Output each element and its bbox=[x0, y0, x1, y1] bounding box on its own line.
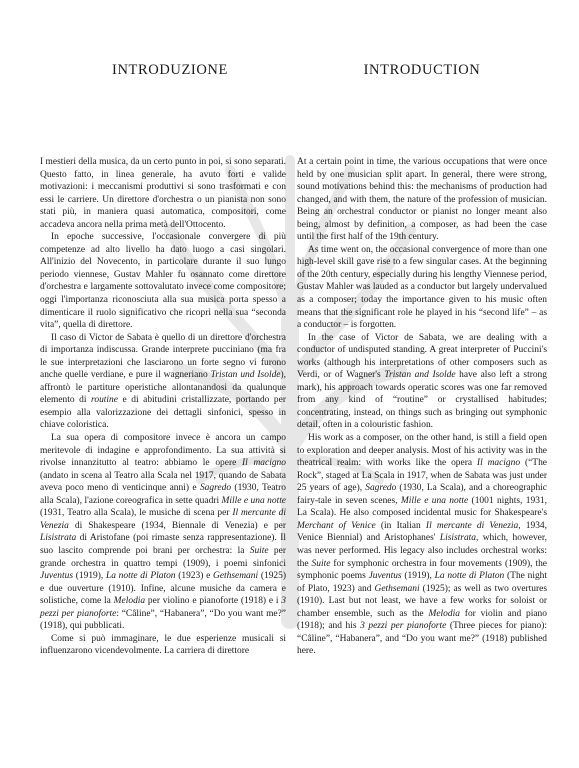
page-title-italian: INTRODUZIONE bbox=[112, 62, 228, 78]
paragraph: At a certain point in time, the various occupations that were once held by one musician split apart. In general, there were strong, sound motivations behind this: the mechanisms of production had changed, and with them, the nature of the profession of musician. Being an orchestral conductor or pianist no longer meant also being, almost by definition, a composer, as had been the case until the first half of the 19th century. bbox=[297, 157, 547, 243]
paragraph: La sua opera di compositore invece è ancora un campo meritevole di indagine e approfondimento. La sua attività si rivolse innanzitutto al teatro: abbiamo le opere Il macigno (andato in scena al Teatro alla Scala nel 1917, quando de Sabata aveva poco meno di venticinque anni) e Sagredo (1930, Teatro alla Scala), l'azione coreografica in sette quadri Mille e una notte (1931, Teatro alla Scala), le musiche di scena per Il mercante di Venezia di Shakespeare (1934, Biennale di Venezia) e per Lisistrata di Aristofane (poi rimaste senza rappresentazione). Il suo lascito comprende poi brani per orchestra: la Suite per grande orchestra in quattro tempi (1909), i poemi sinfonici Juventus (1919), La notte di Platon (1923) e Gethsemani (1925) e due ouverture (1910). Infine, alcune musiche da camera e solistiche, come la Melodia per violino e pianoforte (1918) e i 3 pezzi per pianoforte: “Câline”, “Habanera”, “Do you want me?” (1918), qui pubblicati. bbox=[40, 433, 286, 632]
english-text-column bbox=[297, 156, 547, 658]
paragraph: In the case of Victor de Sabata, we are dealing with a conductor of undisputed standing. A great interpreter of Puccini's works (although his interpretations of other composers such as Verdi, or of Wagner's Tristan and Isolde have also left a strong mark), his approach towards operatic scores was one far removed from any kind of “routine” or crystallised habitudes; concentrating, instead, on things such as bringing out symphonic detail, often in a colouristic fashion. bbox=[297, 332, 547, 431]
paragraph: His work as a composer, on the other hand, is still a field open to exploration and deeper analysis. Most of his activity was in the theatrical realm: with works like the opera Il macigno (“The Rock”, staged at La Scala in 1917, when de Sabata was just under 25 years of age), Sagredo (1930, La Scala), and a choreographic fairy-tale in seven scenes, Mille e una notte (1001 nights, 1931, La Scala). He also composed incidental music for Shakespeare's Merchant of Venice (in Italian Il mercante di Venezia, 1934, Venice Biennial) and Aristophanes' Lisistrata, which, however, was never performed. His legacy also includes orchestral works: the Suite for symphonic orchestra in four movements (1909), the symphonic poems Juventus (1919), La notte di Platon (The night of Plato, 1923) and Gethsemani (1925); as well as two overtures (1910). Last but not least, we have a few works for soloist or chamber ensemble, such as the Melodia for violin and piano (1918); and his 3 pezzi per pianoforte (Three pieces for piano): “Câline”, “Habanera”, and “Do you want me?” (1918) published here. bbox=[297, 433, 548, 657]
italian-text-column bbox=[40, 156, 286, 658]
paragraph: Il caso di Victor de Sabata è quello di un direttore d'orchestra di importanza indiscussa. Grande interprete pucciniano (ma fra le sue interpretazioni che lasciarono un forte segno vi furono anche quelle verdiane, e pure il wagneriano Tristan und Isolde), affrontò le partiture operistiche allontanandosi da qualunque elemento di routine e di abitudini cristallizzate, portando per esempio alla valorizzazione dei dettagli sinfonici, spesso in chiave coloristica. bbox=[40, 332, 286, 431]
paragraph: In epoche successive, l'occasionale convergere di più competenze ad alto livello ha dato luogo a casi singolari. All'inizio del Novecento, in particolare durante il suo lungo periodo viennese, Gustav Mahler fu osannato come direttore d'orchestra e largamente sottovalutato invece come compositore; oggi l'importanza riconosciuta alla sua musica porta spesso a dimenticare il ruolo significativo che ricoprì nella sua “seconda vita”, quella di direttore. bbox=[40, 232, 286, 331]
page-title-english: INTRODUCTION bbox=[363, 62, 481, 78]
paragraph: I mestieri della musica, da un certo punto in poi, si sono separati. Questo fatto, in linea generale, ha avuto forti e valide motivazioni: i meccanismi produttivi si sono trasformati e con essi le carriere. Un direttore d'orchestra o un pianista non sono stati più, in maniera quasi automatica, compositori, come accadeva ancora nella prima metà dell'Ottocento. bbox=[40, 157, 286, 230]
paragraph: As time went on, the occasional convergence of more than one high-level skill gave rise to a few singular cases. At the beginning of the 20th century, especially during his lengthy Viennese period, Gustav Mahler was lauded as a conductor but largely undervalued as a composer; today the importance given to his music often means that the significant role he played in his “second life” – as a conductor – is forgotten. bbox=[297, 244, 547, 331]
paragraph: Come si può immaginare, le due esperienze musicali si influenzarono vicendevolmente. La carriera di direttore bbox=[40, 633, 286, 657]
